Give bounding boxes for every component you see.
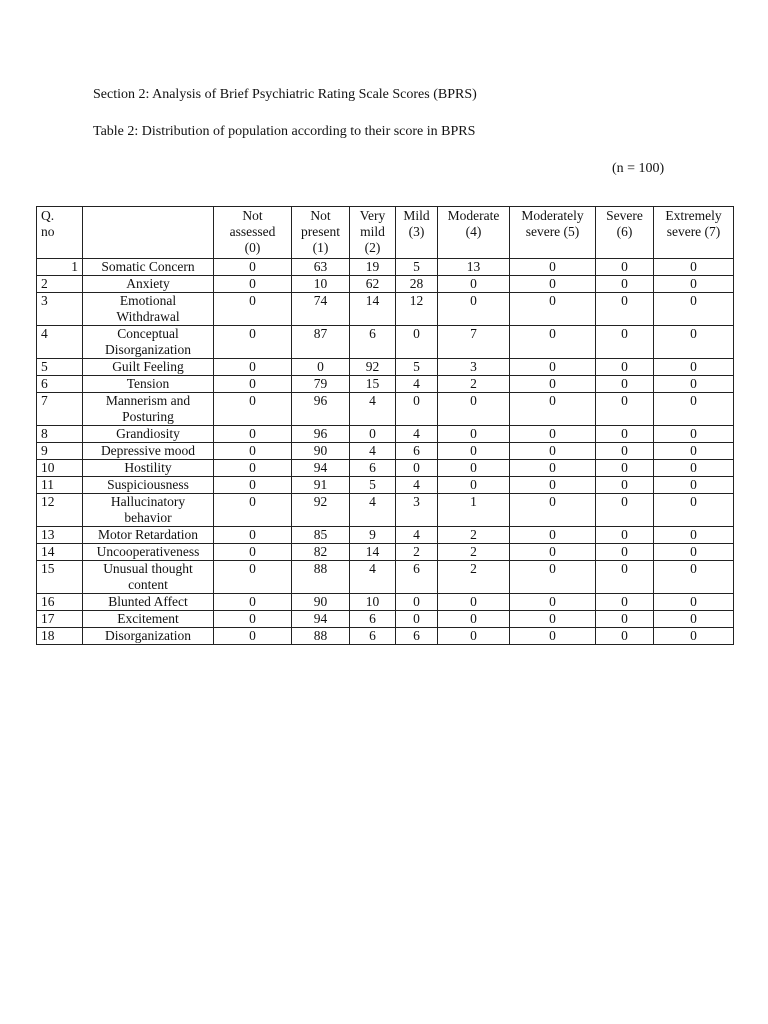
item-name-cell xyxy=(83,460,214,477)
header-line: assessed xyxy=(229,224,276,239)
item-name-line: Hostility xyxy=(124,460,172,475)
score-count-cell: 0 xyxy=(396,460,438,477)
table-row xyxy=(37,460,734,477)
score-count-cell: 0 xyxy=(654,494,734,527)
score-count-cell: 0 xyxy=(396,611,438,628)
table-row xyxy=(37,259,734,276)
score-count-cell: 0 xyxy=(654,376,734,393)
question-number-cell: 17 xyxy=(37,611,83,628)
score-count-cell: 0 xyxy=(654,628,734,645)
item-name-line: Disorganization xyxy=(105,628,191,643)
item-name-cell xyxy=(83,594,214,611)
score-count-cell: 14 xyxy=(350,293,396,326)
score-count-cell: 0 xyxy=(596,611,654,628)
table-row xyxy=(37,326,734,359)
score-count-cell: 0 xyxy=(596,376,654,393)
score-count-cell: 0 xyxy=(438,628,510,645)
score-count-cell: 63 xyxy=(292,259,350,276)
score-count-cell: 4 xyxy=(396,527,438,544)
score-count-cell: 0 xyxy=(214,376,292,393)
score-count-cell: 0 xyxy=(510,477,596,494)
item-name-line: Disorganization xyxy=(105,342,191,357)
item-name-cell xyxy=(83,561,214,594)
item-name-line: Blunted Affect xyxy=(108,594,188,609)
score-count-cell: 0 xyxy=(654,443,734,460)
item-name-line: Posturing xyxy=(122,409,174,424)
score-count-cell: 0 xyxy=(654,594,734,611)
score-count-cell: 6 xyxy=(396,443,438,460)
score-count-cell: 0 xyxy=(510,276,596,293)
score-count-cell: 0 xyxy=(654,527,734,544)
question-number-cell: 9 xyxy=(37,443,83,460)
score-count-cell: 0 xyxy=(596,477,654,494)
score-count-cell: 0 xyxy=(214,611,292,628)
item-name-line: Emotional xyxy=(119,293,177,308)
score-count-cell: 4 xyxy=(350,561,396,594)
header-line: (1) xyxy=(312,240,329,255)
score-count-cell: 91 xyxy=(292,477,350,494)
item-name-line: Anxiety xyxy=(126,276,170,291)
table-header-row xyxy=(37,207,734,259)
header-line: severe (7) xyxy=(666,224,721,239)
score-count-cell: 0 xyxy=(510,544,596,561)
score-count-cell: 4 xyxy=(350,393,396,426)
score-count-cell: 0 xyxy=(596,460,654,477)
score-count-cell: 2 xyxy=(438,527,510,544)
item-name-cell xyxy=(83,628,214,645)
header-item xyxy=(83,207,214,259)
score-count-cell: 0 xyxy=(438,611,510,628)
score-count-cell: 0 xyxy=(214,326,292,359)
score-count-cell: 94 xyxy=(292,460,350,477)
score-count-cell: 6 xyxy=(350,460,396,477)
table-row xyxy=(37,527,734,544)
score-count-cell: 0 xyxy=(350,426,396,443)
question-number-cell: 18 xyxy=(37,628,83,645)
item-name-cell xyxy=(83,293,214,326)
score-count-cell: 79 xyxy=(292,376,350,393)
score-count-cell: 0 xyxy=(510,628,596,645)
header-line: Mild xyxy=(403,208,430,223)
score-count-cell: 12 xyxy=(396,293,438,326)
score-count-cell: 10 xyxy=(292,276,350,293)
score-count-cell: 0 xyxy=(596,544,654,561)
item-name-cell xyxy=(83,376,214,393)
question-number-cell: 14 xyxy=(37,544,83,561)
score-count-cell: 90 xyxy=(292,443,350,460)
item-name-cell xyxy=(83,276,214,293)
sample-size-note: (n = 100) xyxy=(612,161,665,176)
header-not-assessed xyxy=(214,207,292,259)
item-name-cell xyxy=(83,494,214,527)
score-count-cell: 0 xyxy=(596,276,654,293)
header-line: Not xyxy=(310,208,331,223)
score-count-cell: 92 xyxy=(292,494,350,527)
score-count-cell: 0 xyxy=(396,594,438,611)
header-mild xyxy=(396,207,438,259)
score-count-cell: 0 xyxy=(214,477,292,494)
score-count-cell: 0 xyxy=(438,477,510,494)
question-number-cell: 3 xyxy=(37,293,83,326)
header-line: severe (5) xyxy=(525,224,580,239)
score-count-cell: 3 xyxy=(438,359,510,376)
score-count-cell: 0 xyxy=(654,544,734,561)
score-count-cell: 0 xyxy=(214,359,292,376)
score-count-cell: 0 xyxy=(510,359,596,376)
score-count-cell: 96 xyxy=(292,393,350,426)
score-count-cell: 2 xyxy=(396,544,438,561)
score-count-cell: 94 xyxy=(292,611,350,628)
score-count-cell: 0 xyxy=(396,326,438,359)
question-number-cell: 2 xyxy=(37,276,83,293)
item-name-line: Depressive mood xyxy=(100,443,196,458)
table-row xyxy=(37,276,734,293)
item-name-cell xyxy=(83,443,214,460)
section-title: Section 2: Analysis of Brief Psychiatric Rating Scale Scores (BPRS) xyxy=(93,87,477,102)
score-count-cell: 0 xyxy=(214,259,292,276)
item-name-line: Withdrawal xyxy=(116,309,180,324)
score-count-cell: 0 xyxy=(654,276,734,293)
score-count-cell: 0 xyxy=(654,611,734,628)
score-count-cell: 6 xyxy=(396,628,438,645)
score-count-cell: 5 xyxy=(350,477,396,494)
item-name-line: Grandiosity xyxy=(116,426,180,441)
score-count-cell: 0 xyxy=(438,276,510,293)
question-number-cell: 16 xyxy=(37,594,83,611)
header-very-mild xyxy=(350,207,396,259)
score-count-cell: 0 xyxy=(214,561,292,594)
score-count-cell: 0 xyxy=(214,460,292,477)
item-name-line: Suspiciousness xyxy=(107,477,189,492)
question-number-cell: 11 xyxy=(37,477,83,494)
header-line: (3) xyxy=(408,224,425,239)
score-count-cell: 10 xyxy=(350,594,396,611)
item-name-line: Uncooperativeness xyxy=(96,544,200,559)
score-count-cell: 6 xyxy=(396,561,438,594)
question-number-cell: 4 xyxy=(37,326,83,359)
score-count-cell: 4 xyxy=(350,443,396,460)
table-row xyxy=(37,477,734,494)
score-count-cell: 0 xyxy=(510,426,596,443)
item-name-cell xyxy=(83,611,214,628)
score-count-cell: 28 xyxy=(396,276,438,293)
score-count-cell: 88 xyxy=(292,628,350,645)
score-count-cell: 0 xyxy=(596,426,654,443)
header-line: (0) xyxy=(244,240,261,255)
score-count-cell: 6 xyxy=(350,628,396,645)
score-count-cell: 0 xyxy=(596,359,654,376)
score-count-cell: 0 xyxy=(510,611,596,628)
item-name-cell xyxy=(83,393,214,426)
score-count-cell: 0 xyxy=(654,293,734,326)
table-row xyxy=(37,594,734,611)
score-count-cell: 0 xyxy=(510,393,596,426)
question-number-cell: 13 xyxy=(37,527,83,544)
header-moderate xyxy=(438,207,510,259)
question-number-cell: 7 xyxy=(37,393,83,426)
score-count-cell: 0 xyxy=(654,561,734,594)
score-count-cell: 0 xyxy=(510,460,596,477)
score-count-cell: 19 xyxy=(350,259,396,276)
score-count-cell: 4 xyxy=(396,426,438,443)
score-count-cell: 9 xyxy=(350,527,396,544)
score-count-cell: 0 xyxy=(214,544,292,561)
header-moderately-severe xyxy=(510,207,596,259)
table-caption: Table 2: Distribution of population according to their score in BPRS xyxy=(93,124,476,139)
header-line: Moderately xyxy=(521,208,584,223)
question-number-cell: 1 xyxy=(37,259,83,276)
score-count-cell: 0 xyxy=(596,443,654,460)
item-name-line: Excitement xyxy=(117,611,179,626)
score-count-cell: 0 xyxy=(596,628,654,645)
header-line: present xyxy=(301,224,340,239)
score-count-cell: 0 xyxy=(510,594,596,611)
score-count-cell: 0 xyxy=(596,594,654,611)
item-name-line: Somatic Concern xyxy=(101,259,195,274)
table-row xyxy=(37,393,734,426)
score-count-cell: 0 xyxy=(654,477,734,494)
question-number-cell: 8 xyxy=(37,426,83,443)
header-line: Not xyxy=(242,208,263,223)
score-count-cell: 3 xyxy=(396,494,438,527)
score-count-cell: 0 xyxy=(438,393,510,426)
score-count-cell: 0 xyxy=(438,460,510,477)
score-count-cell: 0 xyxy=(214,527,292,544)
table-row xyxy=(37,544,734,561)
header-line: (2) xyxy=(364,240,381,255)
score-count-cell: 5 xyxy=(396,359,438,376)
score-count-cell: 0 xyxy=(654,393,734,426)
item-name-line: Guilt Feeling xyxy=(112,359,184,374)
score-count-cell: 0 xyxy=(510,376,596,393)
score-count-cell: 6 xyxy=(350,326,396,359)
header-qno-line1: Q. xyxy=(41,208,55,223)
table-row xyxy=(37,561,734,594)
header-extremely-severe xyxy=(654,207,734,259)
score-count-cell: 0 xyxy=(596,326,654,359)
bprs-distribution-table xyxy=(36,206,734,645)
score-count-cell: 0 xyxy=(596,293,654,326)
score-count-cell: 0 xyxy=(438,293,510,326)
score-count-cell: 0 xyxy=(214,628,292,645)
score-count-cell: 0 xyxy=(510,443,596,460)
score-count-cell: 15 xyxy=(350,376,396,393)
score-count-cell: 0 xyxy=(438,443,510,460)
table-row xyxy=(37,359,734,376)
score-count-cell: 2 xyxy=(438,376,510,393)
item-name-cell xyxy=(83,544,214,561)
score-count-cell: 0 xyxy=(214,276,292,293)
table-row xyxy=(37,611,734,628)
item-name-line: Unusual thought xyxy=(103,561,193,576)
score-count-cell: 0 xyxy=(510,494,596,527)
question-number-cell: 15 xyxy=(37,561,83,594)
score-count-cell: 0 xyxy=(596,494,654,527)
question-number-cell: 5 xyxy=(37,359,83,376)
table-row xyxy=(37,628,734,645)
score-count-cell: 0 xyxy=(596,259,654,276)
header-line: Extremely xyxy=(665,208,722,223)
item-name-cell xyxy=(83,359,214,376)
question-number-cell: 6 xyxy=(37,376,83,393)
header-not-present xyxy=(292,207,350,259)
score-count-cell: 13 xyxy=(438,259,510,276)
score-count-cell: 0 xyxy=(510,259,596,276)
score-count-cell: 0 xyxy=(510,527,596,544)
score-count-cell: 0 xyxy=(214,393,292,426)
score-count-cell: 0 xyxy=(214,443,292,460)
header-severe xyxy=(596,207,654,259)
score-count-cell: 62 xyxy=(350,276,396,293)
question-number-cell: 10 xyxy=(37,460,83,477)
table-row xyxy=(37,443,734,460)
item-name-cell xyxy=(83,527,214,544)
score-count-cell: 96 xyxy=(292,426,350,443)
score-count-cell: 0 xyxy=(654,326,734,359)
header-line: Severe xyxy=(606,208,643,223)
score-count-cell: 90 xyxy=(292,594,350,611)
score-count-cell: 2 xyxy=(438,544,510,561)
item-name-line: Hallucinatory xyxy=(110,494,186,509)
score-count-cell: 74 xyxy=(292,293,350,326)
score-count-cell: 92 xyxy=(350,359,396,376)
score-count-cell: 7 xyxy=(438,326,510,359)
score-count-cell: 0 xyxy=(596,393,654,426)
item-name-line: Conceptual xyxy=(117,326,179,341)
score-count-cell: 0 xyxy=(214,594,292,611)
score-count-cell: 0 xyxy=(654,259,734,276)
table-body xyxy=(37,259,734,645)
score-count-cell: 0 xyxy=(214,494,292,527)
item-name-cell xyxy=(83,326,214,359)
table-row xyxy=(37,293,734,326)
item-name-line: Mannerism and xyxy=(105,393,191,408)
item-name-cell xyxy=(83,477,214,494)
item-name-cell xyxy=(83,259,214,276)
table-row xyxy=(37,376,734,393)
score-count-cell: 0 xyxy=(510,293,596,326)
score-count-cell: 85 xyxy=(292,527,350,544)
score-count-cell: 5 xyxy=(396,259,438,276)
score-count-cell: 82 xyxy=(292,544,350,561)
item-name-line: Tension xyxy=(126,376,170,391)
score-count-cell: 0 xyxy=(510,561,596,594)
score-count-cell: 0 xyxy=(654,359,734,376)
score-count-cell: 0 xyxy=(510,326,596,359)
score-count-cell: 0 xyxy=(214,293,292,326)
score-count-cell: 6 xyxy=(350,611,396,628)
score-count-cell: 0 xyxy=(214,426,292,443)
score-count-cell: 1 xyxy=(438,494,510,527)
header-line: (4) xyxy=(465,224,482,239)
score-count-cell: 4 xyxy=(396,477,438,494)
header-line: Moderate xyxy=(447,208,500,223)
header-line: Very xyxy=(359,208,386,223)
item-name-cell xyxy=(83,426,214,443)
header-line: mild xyxy=(360,224,385,239)
item-name-line: behavior xyxy=(124,510,172,525)
question-number-cell: 12 xyxy=(37,494,83,527)
score-count-cell: 0 xyxy=(654,426,734,443)
item-name-line: Motor Retardation xyxy=(97,527,199,542)
score-count-cell: 0 xyxy=(596,527,654,544)
score-count-cell: 2 xyxy=(438,561,510,594)
score-count-cell: 0 xyxy=(654,460,734,477)
score-count-cell: 0 xyxy=(438,594,510,611)
score-count-cell: 0 xyxy=(292,359,350,376)
table-row xyxy=(37,494,734,527)
score-count-cell: 4 xyxy=(350,494,396,527)
score-count-cell: 14 xyxy=(350,544,396,561)
item-name-line: content xyxy=(128,577,168,592)
header-qno-line2: no xyxy=(41,224,55,239)
score-count-cell: 0 xyxy=(438,426,510,443)
score-count-cell: 88 xyxy=(292,561,350,594)
score-count-cell: 0 xyxy=(396,393,438,426)
score-count-cell: 87 xyxy=(292,326,350,359)
score-count-cell: 4 xyxy=(396,376,438,393)
header-line: (6) xyxy=(616,224,633,239)
score-count-cell: 0 xyxy=(596,561,654,594)
table-row xyxy=(37,426,734,443)
header-qno xyxy=(37,207,83,259)
